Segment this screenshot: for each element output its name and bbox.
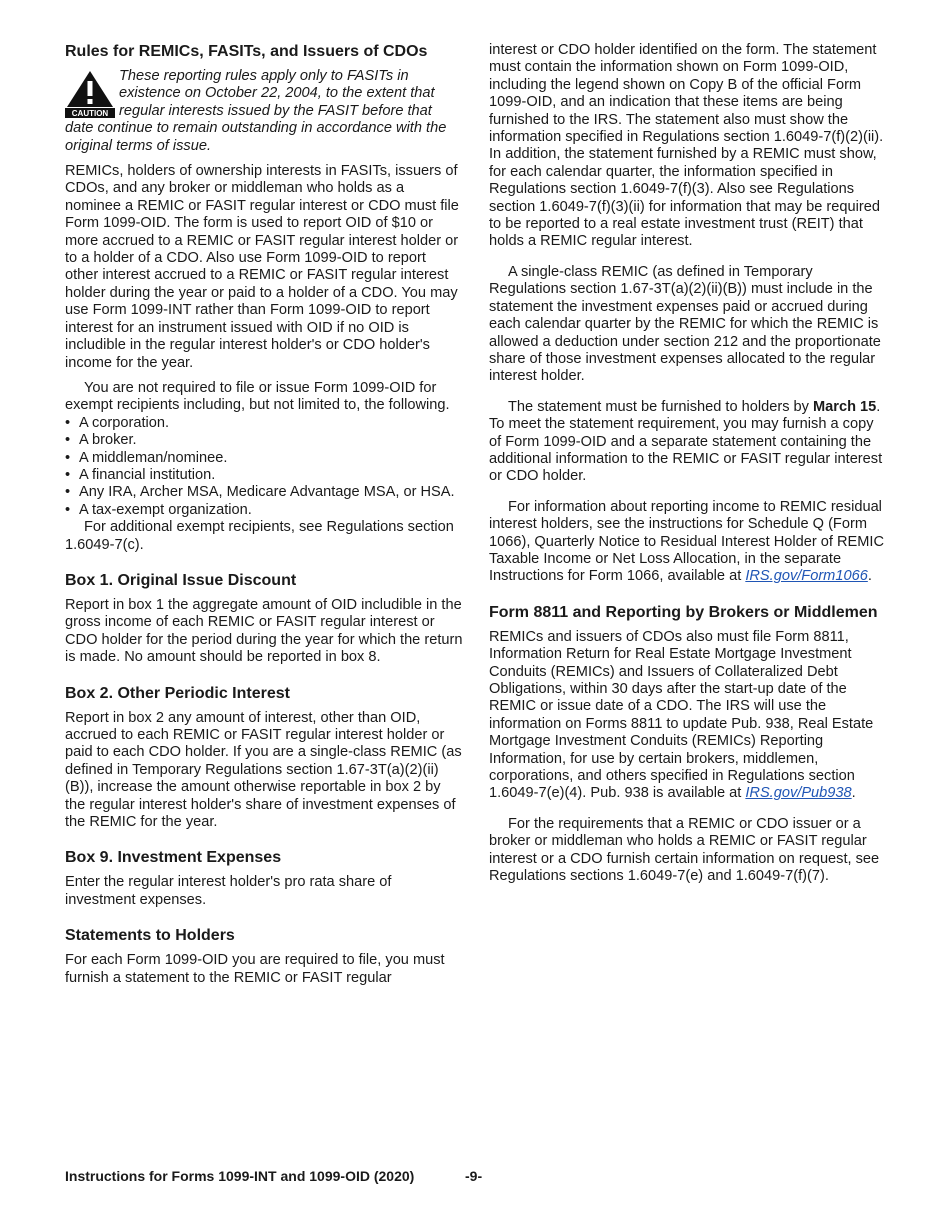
form1066-link[interactable]: IRS.gov/Form1066 <box>745 568 868 585</box>
list-item: • A broker. <box>65 432 137 449</box>
list-item: • A tax-exempt organization. <box>65 501 252 518</box>
list-item: • Any IRA, Archer MSA, Medicare Advantage MSA, or HSA. <box>65 484 455 501</box>
footer-title: Instructions for Forms 1099-INT and 1099-OID (2020) <box>65 1168 415 1184</box>
paragraph-additional-exempt: For additional exempt recipients, see Regulations section 1.6049-7(c). <box>65 519 454 553</box>
heading-form-8811: Form 8811 and Reporting by Brokers or Middlemen <box>489 603 878 621</box>
caution-note <box>65 68 463 155</box>
paragraph-single-class: A single-class REMIC (as defined in Temporary Regulations section 1.67-3T(a)(2)(ii)(B)) must include in the statement the investment expenses paid or accrued during each calendar quarter by the REMIC for which the REMIC is allowed a deduction under section 212 and the proportionate share of those investment expenses allocated to the regular interest holder. <box>489 263 881 385</box>
left-column <box>65 42 463 995</box>
heading-box1: Box 1. Original Issue Discount <box>65 571 297 589</box>
right-column <box>489 42 885 893</box>
caution-text: These reporting rules apply only to FASITs in existence on October 22, 2004, to the extent that regular interests issued by the FASIT before that date continue to remain outstanding in accordance with the original terms of issue. <box>65 68 447 154</box>
pub938-link[interactable]: IRS.gov/Pub938 <box>745 785 852 802</box>
paragraph-box1: Report in box 1 the aggregate amount of OID includible in the gross income of each REMIC or FASIT regular interest or CDO holder for the period during the year for which the return is made. No amount should be reported in box 8. <box>65 596 463 666</box>
heading-statements: Statements to Holders <box>65 927 235 945</box>
paragraph-form-8811: REMICs and issuers of CDOs also must file Form 8811, Information Return for Real Estate Mortgage Investment Conduits (REMICs) and Issuers of Collateralized Debt Obligations, within 30 days after the start-up date of the REMIC or issue date of a CDO. The IRS will use the information on Forms 8811 to update Pub. 938, Real Estate Mortgage Investment Conduits (REMICs) Reporting Information, for use by certain brokers, middlemen, corporations, and others specified in Regulations section 1.6049-7(e)(4). Pub. 938 is available at IRS.gov/Pub938. <box>489 628 874 802</box>
paragraph-residual: For information about reporting income to REMIC residual interest holders, see the instructions for Schedule Q (Form 1066), Quarterly Notice to Residual Interest Holder of REMIC Taxable Income or Net Loss Allocation, in the separate Instructions for Form 1066, available at IRS.gov/Form1066. <box>489 498 885 585</box>
heading-rules: Rules for REMICs, FASITs, and Issuers of CDOs <box>65 43 428 60</box>
paragraph-box2: Report in box 2 any amount of interest, other than OID, accrued to each REMIC or FASIT regular interest holder or paid to each CDO holder. If you are a single-class REMIC (as defined in Temporary Regulations section 1.67-3T(a)(2)(ii)(B)), increase the amount otherwise reportable in box 2 by the regular interest holder's share of investment expenses of the REMIC for the year. <box>65 709 462 831</box>
page-footer <box>65 1168 885 1185</box>
list-item: • A corporation. <box>65 414 170 431</box>
caution-icon <box>65 70 115 118</box>
page-number: -9- <box>465 1168 483 1184</box>
paragraph-statements: For each Form 1099-OID you are required to file, you must furnish a statement to the REMIC or FASIT regular <box>65 952 445 986</box>
paragraph-box9: Enter the regular interest holder's pro rata share of investment expenses. <box>65 874 392 908</box>
list-item: • A financial institution. <box>65 466 216 483</box>
paragraph-statement-contents: interest or CDO holder identified on the form. The statement must contain the information shown on Form 1099-OID, including the legend shown on Copy B of the official Form 1099-OID, and an indication that these items are being furnished to the IRS. The statement also must show the information specified in Regulations section 1.6049-7(f)(2)(ii). In addition, the statement furnished by a REMIC must show, for each calendar quarter, the information specified in Regulations section 1.6049-7(f)(3). Also see Regulations section 1.6049-7(f)(3)(ii) for information that may be required to be reported to a real estate investment trust (REIT) that holds a REMIC regular interest. <box>489 42 884 250</box>
caution-label: CAUTION <box>71 109 109 118</box>
heading-box2: Box 2. Other Periodic Interest <box>65 684 290 702</box>
list-item: • A middleman/nominee. <box>65 449 228 466</box>
paragraph-exempt-intro: You are not required to file or issue Form 1099-OID for exempt recipients including, but not limited to, the following. <box>65 379 450 414</box>
paragraph-march-15: The statement must be furnished to holders by March 15. To meet the statement requirement, you may furnish a copy of Form 1099-OID and a separate statement containing the additional information to the REMIC or FASIT regular interest or CDO holder. <box>489 398 883 485</box>
paragraph-requirements: For the requirements that a REMIC or CDO issuer or a broker or middleman who holds a REMIC or FASIT regular interest or a CDO furnish certain information on request, see Regulations sections 1.6049-7(e) and 1.6049-7(f)(7). <box>489 815 880 885</box>
heading-box9: Box 9. Investment Expenses <box>65 849 282 867</box>
paragraph-remic-filers: REMICs, holders of ownership interests in FASITs, issuers of CDOs, and any broker or middleman who holds as a nominee a REMIC or FASIT regular interest or CDO must file Form 1099-OID. The form is used to report OID of $10 or more accrued to a REMIC or FASIT regular interest holder or to a holder of a CDO. Also use Form 1099-OID to report other interest accrued to a REMIC or FASIT regular interest holder during the year or paid to a holder of a CDO. You may use Form 1099-INT rather than Form 1099-OID to report interest for an instrument issued with OID if no OID is includible in the regular interest holder's or CDO holder's income for the year. <box>65 163 459 371</box>
deadline-date: March 15 <box>813 398 877 415</box>
exempt-recipients-list <box>65 415 463 519</box>
